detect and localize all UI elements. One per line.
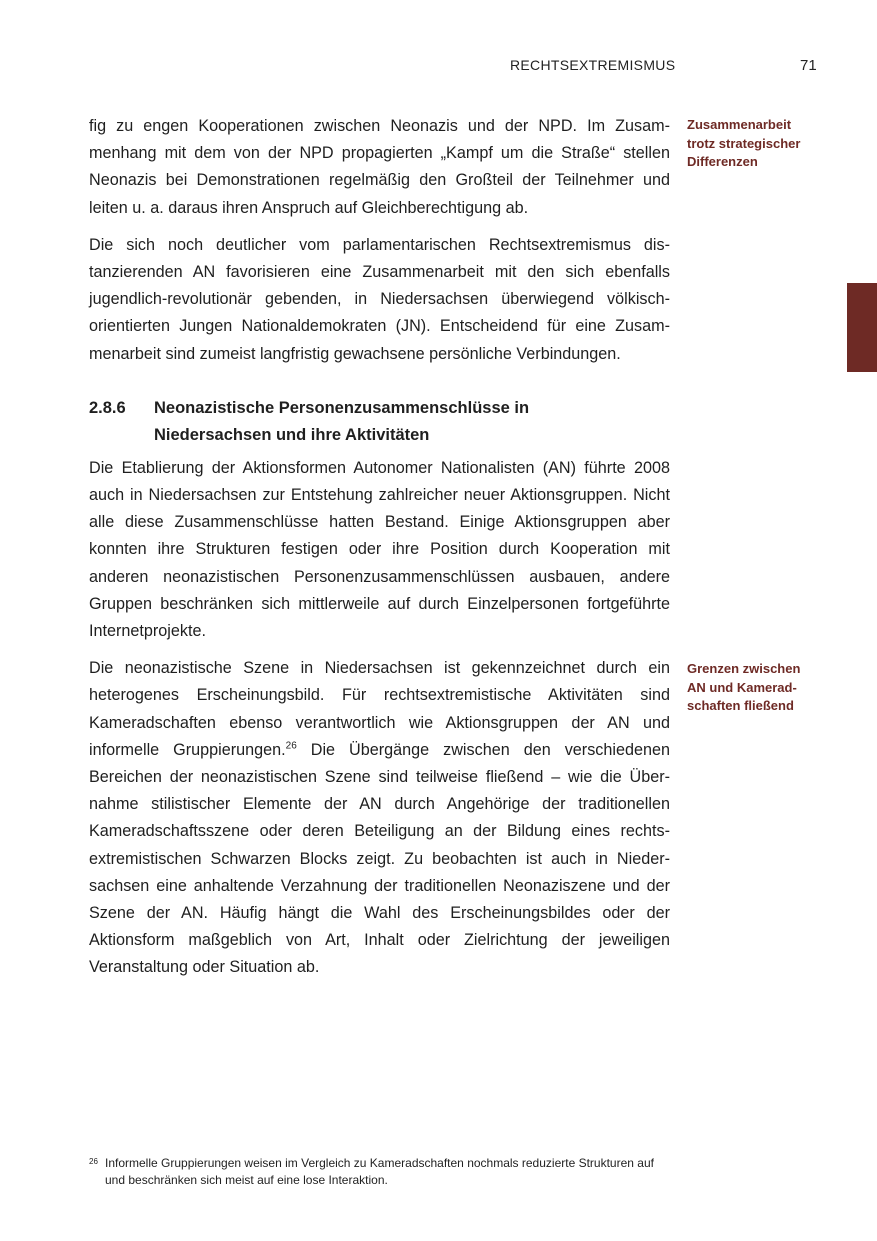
main-text-column — [89, 113, 670, 982]
paragraph-4-text-a: Die neonazistische Szene in Niedersachsen ist gekennzeichnet durch ein heterogenes Erscheinungsbild. Für rechtsextremistische Aktivitäten sind Kameradschaften ebenso verantwortlich wie Aktionsgruppen der AN und informelle Gruppierungen. — [89, 659, 670, 759]
section-heading — [89, 395, 670, 449]
section-title: Neonazistische Personenzusammenschlüsse in Niedersachsen und ihre Aktivitäten — [154, 398, 530, 444]
footnote-reference: 26 — [285, 740, 297, 752]
page-number: 71 — [800, 57, 817, 74]
body-paragraph-3: Die Etablierung der Aktionsformen Autonomer Nationalisten (AN) führte 2008 auch in Niedersachsen zur Entstehung zahlreicher neuer Aktionsgruppen. Nicht alle diese Zusammenschlüsse hatten Bestand. Einige Aktionsgruppen aber konnten ihre Strukturen festigen oder ihre Position durch Kooperation mit anderen neonazistischen Personenzusammenschlüssen ausbauen, andere Gruppen beschränken sich mittlerweile auf durch Einzelpersonen fortgeführte Internetprojekte. — [89, 458, 670, 641]
body-paragraph-2: Die sich noch deutlicher vom parlamentarischen Rechtsextremismus distanzierenden AN favorisieren eine Zusammenarbeit mit den sich ebenfalls jugendlich-revolutionär gebenden, in Niedersachsen überwiegend völkisch-orientierten Jungen Nationaldemokraten (JN). Entscheidend für eine Zusammenarbeit sind zumeist langfristig gewachsene persönliche Verbindungen. — [89, 235, 670, 363]
chapter-thumb-tab — [847, 283, 877, 372]
paragraph-4-text-b: Die Übergänge zwischen den verschiedenen Bereichen der neonazistischen Szene sind teilweise fließend – wie die Übernahme stilistischer Elemente der AN durch Angehörige der traditionellen Kameradschaftsszene oder deren Beteiligung an der Bildung eines rechtsextremistischen Schwarzen Blocks zeigt. Zu beobachten ist auch in Niedersachsen eine anhaltende Verzahnung der traditionellen Neonaziszene und der Szene der AN. Häufig hängt die Wahl des Erscheinungsbildes oder der Aktionsform maßgeblich von Art, Inhalt oder Zielrichtung der jeweiligen Veranstaltung oder Situation ab. — [89, 740, 670, 977]
body-paragraph-4 — [89, 655, 670, 981]
margin-note-boundaries: Grenzen zwischen AN und Kamerad-schaften fließend — [687, 661, 801, 713]
margin-note-cooperation: Zusammenarbeit trotz strategischer Differenzen — [687, 117, 801, 169]
body-paragraph-1: fig zu engen Kooperationen zwischen Neonazis und der NPD. Im Zusammenhang mit dem von der NPD propagierten „Kampf um die Straße“ stellen Neonazis bei Demonstrationen regelmäßig den Großteil der Teilnehmer und leiten u. a. daraus ihren Anspruch auf Gleichberechtigung ab. — [89, 117, 670, 217]
running-header-title: RECHTSEXTREMISMUS — [510, 57, 676, 73]
footnote — [89, 1155, 670, 1189]
section-number: 2.8.6 — [89, 398, 126, 417]
footnote-number: 26 — [89, 1157, 98, 1166]
footnote-text: Informelle Gruppierungen weisen im Vergleich zu Kameradschaften nochmals reduzierte Strukturen auf und beschränken sich meist auf eine lose Interaktion. — [105, 1156, 654, 1187]
